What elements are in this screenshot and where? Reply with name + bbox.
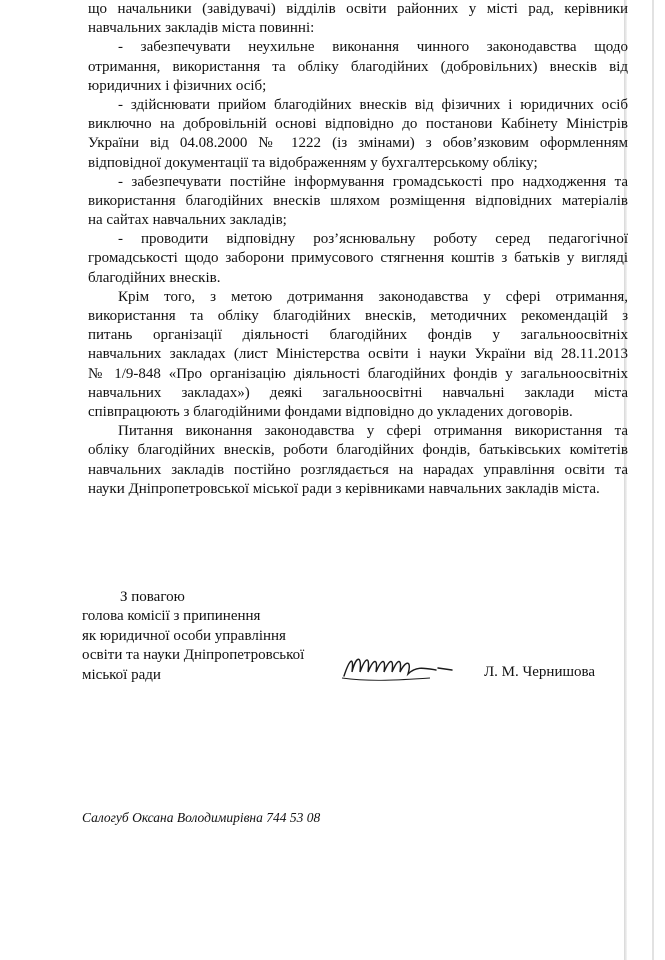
body-line: юридичних і фізичних осіб; — [88, 77, 267, 94]
body-line: виключно на добровільній основі відповідно до постанови Кабінету Міністрів — [88, 116, 628, 133]
position-line: міської ради — [82, 666, 161, 683]
body-line: навчальних закладах (лист Міністерства освіти і науки України від 28.11.2013 — [88, 346, 628, 363]
body-line: науки Дніпропетровської міської ради з керівниками навчальних закладів міста. — [88, 480, 600, 497]
body-line: України від 04.08.2000 № 1222 (із змінами) з обов’язковим оформленням — [88, 135, 628, 152]
body-line: що начальники (завідувачі) відділів освіти районних у місті рад, керівники — [88, 1, 628, 17]
body-line: благодійних внесків. — [88, 269, 221, 286]
body-line: отримання, використання та обліку благодійних (добровільних) внесків від — [88, 58, 628, 75]
body-line: використання та обліку благодійних внесків, методичних рекомендацій з — [88, 308, 628, 324]
page-edge-line — [652, 0, 654, 960]
body-line: - забезпечувати неухильне виконання чинного законодавства щодо — [118, 39, 628, 56]
greeting: З повагою — [120, 589, 185, 605]
letter-body — [88, 0, 628, 499]
body-line: - здійснювати прийом благодійних внесків від фізичних і юридичних осіб — [118, 96, 628, 113]
body-line: навчальних закладів постійно розглядається на нарадах управління освіти та — [88, 461, 628, 478]
body-line: навчальних закладів міста повинні: — [88, 20, 315, 37]
body-line: громадськості щодо заборони примусового стягнення коштів з батьків у вигляді — [88, 250, 628, 267]
body-line: навчальних закладах») деякі загальноосвітні навчальні заклади міста — [88, 384, 628, 401]
body-line: відповідної документації та відображенням у бухгалтерському обліку; — [88, 154, 538, 171]
position-line: голова комісії з припинення — [82, 608, 261, 625]
position-line: як юридичної особи управління — [82, 627, 286, 644]
signer-name: Л. М. Чернишова — [484, 664, 596, 680]
body-line: Крім того, з метою дотримання законодавства у сфері отримання, — [118, 288, 628, 305]
body-line: співпрацюють з благодійними фондами відповідно до укладених договорів. — [88, 403, 573, 420]
body-line: на сайтах навчальних закладів; — [88, 212, 287, 229]
body-line: № 1/9-848 «Про організацію діяльності благодійних фондів у загальноосвітніх — [88, 365, 628, 382]
handwritten-signature — [340, 648, 460, 688]
body-line: Питання виконання законодавства у сфері отримання використання та — [118, 423, 628, 440]
body-line: обліку благодійних внесків, роботи благодійних фондів, батьківських комітетів — [88, 442, 628, 459]
signature-block — [82, 588, 304, 685]
body-line: питань організації діяльності благодійних фондів у загальноосвітніх — [88, 327, 628, 344]
body-line: - забезпечувати постійне інформування громадськості про надходження та — [118, 173, 628, 190]
position-line: освіти та науки Дніпропетровської — [82, 647, 305, 664]
body-line: використання благодійних внесків шляхом розміщення відповідних матеріалів — [88, 192, 628, 209]
executor-contact: Салогуб Оксана Володимирівна 744 53 08 — [82, 810, 321, 825]
body-line: - проводити відповідну роз’яснювальну роботу серед педагогічної — [118, 231, 628, 248]
